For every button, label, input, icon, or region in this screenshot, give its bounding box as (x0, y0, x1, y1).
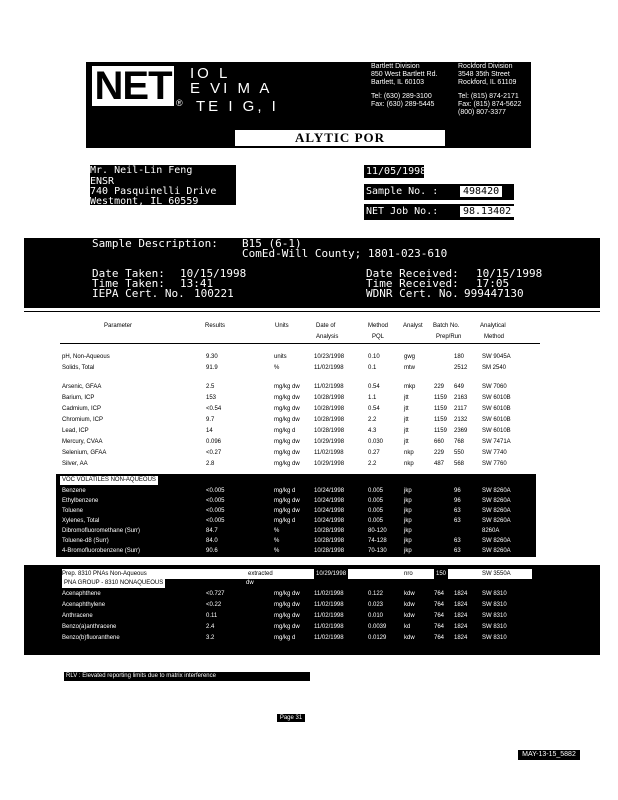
location-value: ComEd-Will County; 1801-023-610 (242, 247, 448, 260)
cell-units: % (274, 548, 280, 554)
cell-analyst: nro (404, 571, 413, 577)
date-taken-label: Date Taken: (92, 267, 165, 280)
table-row (62, 546, 532, 556)
job-no: 98.13402 (460, 206, 514, 217)
cell-result: <0.54 (206, 406, 222, 412)
cell-run: 649 (454, 384, 465, 390)
office-line: Fax: (815) 874-5622 (458, 101, 522, 108)
time-received: 17:05 (476, 277, 510, 290)
cell-analyst: gwg (404, 354, 416, 360)
report-date-box (364, 165, 427, 178)
cell-pql: 0.27 (368, 450, 380, 456)
cell-run: 1824 (454, 613, 468, 619)
cell-date: 11/02/1998 (314, 624, 344, 630)
cell-prep: 1159 (434, 428, 447, 434)
cell-pql: 0.0039 (368, 624, 387, 630)
cell-prep: 150 (436, 571, 447, 577)
cell-units: % (274, 365, 280, 371)
cell-pql: 0.0129 (368, 635, 387, 641)
document-id: MAY-13-15_5882 (518, 750, 580, 760)
cell-run: 1824 (454, 635, 468, 641)
table-row (62, 448, 532, 458)
cell-param: Acenaphthylene (62, 602, 106, 608)
cell-run: 550 (454, 450, 465, 456)
cell-units: mg/kg d (274, 635, 296, 641)
cell-run: 96 (454, 498, 461, 504)
cell-analyst: jtt (404, 428, 409, 434)
cell-date: 10/29/1998 (314, 439, 345, 445)
client-company: ENSR (90, 176, 115, 187)
date-taken: 10/15/1998 (180, 267, 247, 280)
cell-pql: 0.005 (368, 518, 384, 524)
cell-method: SW 6010B (482, 395, 511, 401)
cell-analyst: kdw (404, 591, 415, 597)
cell-units: mg/kg dw (274, 461, 300, 467)
cell-pql: 0.005 (368, 498, 384, 504)
iepa-value: 100221 (194, 287, 234, 300)
cell-date: 11/02/1998 (314, 613, 344, 619)
cell-prep: 764 (434, 591, 445, 597)
cell-run: 2132 (454, 417, 468, 423)
cell-pql: 4.3 (368, 428, 377, 434)
col-method-2: PQL (372, 334, 385, 340)
cell-date: 10/28/1998 (314, 417, 345, 423)
header-underline (60, 343, 540, 344)
office-line: Rockford Division (458, 63, 513, 70)
cell-method: SW 9045A (482, 354, 511, 360)
cell-method: SW 6010B (482, 417, 511, 423)
cell-method: SW 8260A (482, 488, 511, 494)
cell-method: SW 7471A (482, 439, 511, 445)
table-row (62, 459, 532, 469)
col-analyst: Analyst (403, 323, 423, 329)
cell-param: Xylenes, Total (62, 518, 100, 524)
cell-run: 96 (454, 488, 461, 494)
cell-prep: 660 (434, 439, 445, 445)
cell-analyst: kdw (404, 613, 415, 619)
cell-method: SW 7740 (482, 450, 507, 456)
cell-result: <0.005 (206, 518, 225, 524)
cell-analyst: jkp (404, 508, 412, 514)
table-row (62, 589, 532, 599)
cell-param: Benzene (62, 488, 86, 494)
table-row (62, 363, 532, 373)
iepa-label: IEPA Cert. No. (92, 287, 185, 300)
cell-pql: 0.122 (368, 591, 384, 597)
cell-pql: 2.2 (368, 461, 377, 467)
cell-param: Barium, ICP (62, 395, 95, 401)
office-line: Tel: (815) 874-2171 (458, 93, 519, 100)
cell-date: 10/28/1998 (314, 406, 345, 412)
cell-pql: 0.023 (368, 602, 384, 608)
cell-run: 63 (454, 548, 461, 554)
col-analytical-2: Method (484, 334, 505, 340)
table-row (62, 536, 532, 546)
cell-run: 2163 (454, 395, 468, 401)
cell-result: 153 (206, 395, 217, 401)
time-taken-label: Time Taken: (92, 277, 165, 290)
client-name: Mr. Neil-Lin Feng (90, 165, 193, 176)
tagline-line-2: E VI M A (190, 80, 273, 97)
cell-pql: 1.1 (368, 395, 377, 401)
cell-method: SW 6010B (482, 406, 511, 412)
cell-param: Toluene (62, 508, 84, 514)
svoc-header-suffix: dw (246, 580, 254, 586)
cell-param: Solids, Total (62, 365, 95, 371)
office-line: Bartlett Division (371, 63, 420, 70)
cell-run: 63 (454, 538, 461, 544)
cell-method: SW 8260A (482, 508, 511, 514)
cell-run: 1824 (454, 602, 468, 608)
cell-result: 2.5 (206, 384, 215, 390)
cell-result: <0.005 (206, 488, 225, 494)
cell-date: 11/02/1998 (314, 384, 344, 390)
cell-date: 11/02/1998 (314, 602, 344, 608)
cell-units: % (274, 538, 280, 544)
tagline-line-3: TE I G, I (196, 98, 279, 115)
table-row (62, 437, 532, 447)
cell-result: <0.727 (206, 591, 225, 597)
table-row (62, 622, 532, 632)
office-line: Bartlett, IL 60103 (371, 79, 425, 86)
cell-run: 1824 (454, 624, 468, 630)
col-results: Results (205, 323, 226, 329)
cell-param: Selenium, GFAA (62, 450, 107, 456)
cell-run: 768 (454, 439, 465, 445)
cell-result: 9.30 (206, 354, 218, 360)
cell-result: 0.096 (206, 439, 222, 445)
cell-prep: 764 (434, 602, 445, 608)
cell-param: Cadmium, ICP (62, 406, 102, 412)
cell-prep: 229 (434, 384, 445, 390)
cell-analyst: jkp (404, 538, 412, 544)
cell-run: 63 (454, 518, 461, 524)
table-row (62, 600, 532, 610)
table-row (62, 496, 532, 506)
cell-method: 8260A (482, 528, 500, 534)
cell-units: mg/kg dw (274, 508, 300, 514)
cell-method: SW 7760 (482, 461, 507, 467)
job-no-label: NET Job No.: (366, 206, 439, 217)
table-row (62, 486, 532, 496)
cell-result: <0.005 (206, 498, 225, 504)
date-received: 10/15/1998 (476, 267, 543, 280)
company-tagline (190, 66, 355, 96)
col-date-2: Analysis (316, 334, 339, 340)
col-date: Date of (316, 323, 336, 329)
registered-mark: ® (176, 98, 183, 108)
table-row (62, 352, 532, 362)
rockford-office (458, 63, 538, 117)
cell-date: 10/28/1998 (314, 548, 345, 554)
cell-result: 90.6 (206, 548, 218, 554)
cell-analyst: kdw (404, 635, 415, 641)
table-row (62, 426, 532, 436)
cell-param: Prep. 8310 PNAs Non-Aqueous (62, 571, 147, 577)
cell-date: 10/24/1998 (314, 488, 345, 494)
cell-param: Arsenic, GFAA (62, 384, 102, 390)
cell-pql: 0.54 (368, 406, 380, 412)
table-row (62, 506, 532, 516)
cell-analyst: jkp (404, 488, 412, 494)
office-line: Tel: (630) 289-3100 (371, 93, 432, 100)
cell-analyst: mtw (404, 365, 415, 371)
cell-units: mg/kg dw (274, 602, 300, 608)
cell-units: mg/kg dw (274, 406, 300, 412)
cell-units: mg/kg d (274, 488, 296, 494)
cell-date: 10/29/1998 (314, 461, 345, 467)
office-line: Fax: (630) 289-5445 (371, 101, 435, 108)
cell-method: SW 8310 (482, 613, 507, 619)
page-number: Page 31 (277, 714, 305, 722)
cell-result: 3.2 (206, 635, 215, 641)
cell-method: SW 8260A (482, 538, 511, 544)
office-line: 850 West Bartlett Rd. (371, 71, 438, 78)
cell-method: SW 6010B (482, 428, 511, 434)
table-row (62, 526, 532, 536)
cell-units: mg/kg dw (274, 613, 300, 619)
cell-method: SW 8310 (482, 624, 507, 630)
cell-prep: 229 (434, 450, 445, 456)
cell-method: SW 8260A (482, 548, 511, 554)
cell-prep: 1159 (434, 395, 447, 401)
tagline-line-1: IO L (190, 65, 231, 82)
cell-param: Acenaphthene (62, 591, 101, 597)
cell-date: 10/24/1998 (314, 508, 345, 514)
cell-method: SW 8310 (482, 602, 507, 608)
cell-result: 84.0 (206, 538, 218, 544)
cell-param: Dibromofluoromethane (Surr) (62, 528, 141, 534)
footnote: RLV : Elevated reporting limits due to matrix interference (64, 672, 310, 681)
cell-analyst: nkp (404, 450, 414, 456)
cell-run: 2512 (454, 365, 468, 371)
voc-header: VOC VOLATILES NON-AQUEOUS (62, 477, 156, 483)
cell-run: 2369 (454, 428, 468, 434)
cell-param: Toluene-d8 (Surr) (62, 538, 109, 544)
cell-date: 11/02/1998 (314, 591, 344, 597)
cell-analyst: jkp (404, 548, 412, 554)
cell-pql: 80-120 (368, 528, 387, 534)
col-batch: Batch No. (433, 323, 460, 329)
cell-units: mg/kg dw (274, 591, 300, 597)
time-taken: 13:41 (180, 277, 214, 290)
cell-pql: 0.005 (368, 508, 384, 514)
cell-prep: 1159 (434, 406, 447, 412)
cell-units: mg/kg dw (274, 384, 300, 390)
cell-units: % (274, 528, 280, 534)
cell-prep: 764 (434, 624, 445, 630)
cell-analyst: jtt (404, 439, 409, 445)
cell-pql: 0.10 (368, 354, 380, 360)
address-block (90, 165, 236, 205)
cell-param: Chromium, ICP (62, 417, 104, 423)
col-analytical: Analytical (480, 323, 506, 329)
cell-pql: 0.010 (368, 613, 384, 619)
bartlett-office (371, 63, 466, 109)
table-row (62, 393, 532, 403)
cell-analyst: jtt (404, 406, 409, 412)
cell-date: 11/02/1998 (314, 365, 344, 371)
header-rule (24, 311, 600, 312)
cell-prep: 764 (434, 613, 445, 619)
cell-analyst: kdw (404, 602, 415, 608)
cell-units: mg/kg dw (274, 417, 300, 423)
cell-run: 180 (454, 354, 465, 360)
office-line: Rockford, IL 61109 (458, 79, 517, 86)
cell-units: mg/kg dw (274, 498, 300, 504)
cell-result: 9.7 (206, 417, 215, 423)
cell-analyst: jkp (404, 518, 412, 524)
cell-result: 0.11 (206, 613, 218, 619)
cell-method: SW 8260A (482, 518, 511, 524)
cell-pql: 0.005 (368, 488, 384, 494)
cell-pql: 70-130 (368, 548, 387, 554)
table-row (62, 415, 532, 425)
table-row (62, 611, 532, 621)
wdnr-value: 999447130 (464, 287, 524, 300)
cell-date: 10/24/1998 (314, 498, 345, 504)
cell-prep: 487 (434, 461, 445, 467)
client-city: Westmont, IL 60559 (90, 196, 199, 207)
report-title: ALYTIC POR (235, 130, 445, 146)
time-received-label: Time Received: (366, 277, 459, 290)
cell-run: 568 (454, 461, 465, 467)
svoc-header: PNA GROUP - 8310 NONAQUEOUS (64, 580, 164, 586)
cell-param: Anthracene (62, 613, 93, 619)
sample-description-block (24, 238, 600, 308)
cell-units: mg/kg dw (274, 439, 300, 445)
net-logo: NET (92, 66, 174, 106)
cell-param: Mercury, CVAA (62, 439, 103, 445)
sample-no-label: Sample No. : (366, 186, 439, 197)
cell-method: SW 8260A (482, 498, 511, 504)
cell-param: 4-Bromofluorobenzene (Surr) (62, 548, 141, 554)
cell-analyst: nkp (404, 461, 414, 467)
cell-param: Benzo(b)fluoranthene (62, 635, 120, 641)
sample-number-box (364, 184, 514, 200)
cell-analyst: mkp (404, 384, 416, 390)
cell-result: 14 (206, 428, 213, 434)
cell-units: units (274, 354, 287, 360)
cell-analyst: jkp (404, 498, 412, 504)
cell-method: SW 7060 (482, 384, 507, 390)
cell-date: 10/24/1998 (314, 518, 345, 524)
cell-pql: 0.030 (368, 439, 384, 445)
cell-result: <0.005 (206, 508, 225, 514)
cell-method: SW 3550A (482, 571, 511, 577)
date-received-label: Date Received: (366, 267, 459, 280)
cell-result: 84.7 (206, 528, 218, 534)
cell-date: 10/23/1998 (314, 354, 345, 360)
cell-units: mg/kg dw (274, 450, 300, 456)
cell-result: <0.27 (206, 450, 222, 456)
cell-pql: 0.54 (368, 384, 380, 390)
svoc-prep-row (62, 569, 532, 579)
cell-pql: 2.2 (368, 417, 377, 423)
cell-units: mg/kg dw (274, 624, 300, 630)
col-method: Method (368, 323, 389, 329)
cell-method: SW 8310 (482, 591, 507, 597)
cell-result: 91.9 (206, 365, 218, 371)
cell-analyst: jkp (404, 528, 412, 534)
cell-pql: 0.1 (368, 365, 377, 371)
cell-result: 2.8 (206, 461, 215, 467)
cell-param: Silver, AA (62, 461, 88, 467)
report-date: 11/05/1998 (366, 166, 427, 177)
cell-date: 10/29/1998 (316, 571, 347, 577)
wdnr-label: WDNR Cert. No. (366, 287, 459, 300)
cell-prep: 764 (434, 635, 445, 641)
cell-param: Benzo(a)anthracene (62, 624, 117, 630)
sample-no: 498420 (460, 186, 502, 197)
col-batch-2: Prep/Run (436, 334, 462, 340)
job-number-box (364, 204, 514, 220)
cell-run: 63 (454, 508, 461, 514)
cell-prep: 1159 (434, 417, 447, 423)
cell-units: mg/kg d (274, 518, 296, 524)
table-row (62, 404, 532, 414)
cell-result: <0.22 (206, 602, 222, 608)
cell-date: 10/28/1998 (314, 538, 345, 544)
cell-run: 1824 (454, 591, 468, 597)
office-line: (800) 807-3377 (458, 109, 506, 116)
cell-method: SM 2540 (482, 365, 507, 371)
cell-analyst: jtt (404, 417, 409, 423)
cell-result: extracted (248, 571, 273, 577)
office-line: 3548 35th Street (458, 71, 510, 78)
client-street: 740 Pasquinelli Drive (90, 186, 217, 197)
col-parameter: Parameter (104, 323, 133, 329)
table-row (62, 516, 532, 526)
col-units: Units (275, 323, 289, 329)
cell-units: mg/kg d (274, 428, 296, 434)
cell-date: 10/28/1998 (314, 528, 345, 534)
cell-pql: 74-128 (368, 538, 387, 544)
cell-run: 2117 (454, 406, 467, 412)
cell-units: mg/kg dw (274, 395, 300, 401)
table-row (62, 633, 532, 643)
cell-date: 10/28/1998 (314, 428, 345, 434)
cell-method: SW 8310 (482, 635, 507, 641)
cell-date: 11/02/1998 (314, 450, 344, 456)
table-row (62, 382, 532, 392)
cell-date: 11/02/1998 (314, 635, 344, 641)
description-label: Sample Description: (92, 237, 218, 250)
cell-param: Ethylbenzene (62, 498, 99, 504)
cell-param: pH, Non-Aqueous (62, 354, 110, 360)
description-value: B15 (6-1) (242, 237, 302, 250)
cell-param: Lead, ICP (62, 428, 89, 434)
cell-date: 10/28/1998 (314, 395, 345, 401)
cell-analyst: jtt (404, 395, 409, 401)
cell-result: 2.4 (206, 624, 215, 630)
cell-analyst: kd (404, 624, 411, 630)
